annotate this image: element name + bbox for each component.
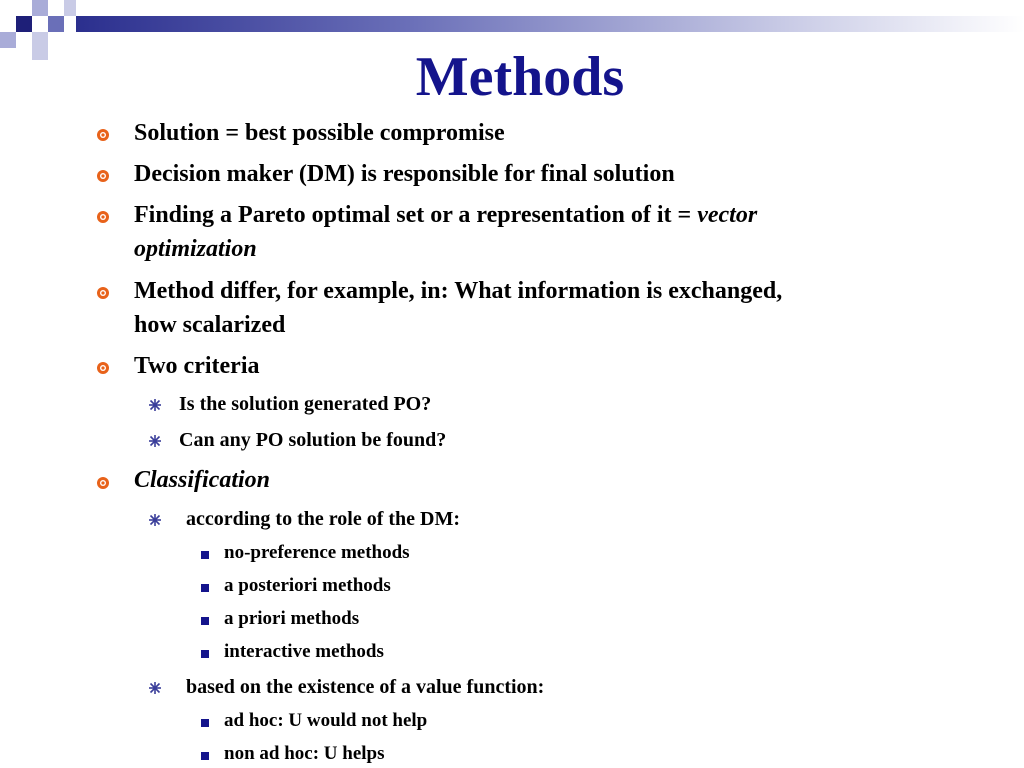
list-item-a-priori: a priori methods: [224, 608, 360, 629]
bullet-solution: Solution = best possible compromise: [134, 120, 505, 146]
square-bullet-icon: [201, 650, 209, 658]
list-item-non-ad-hoc: non ad hoc: U helps: [224, 743, 385, 764]
sub-bullet-role-dm: according to the role of the DM:: [186, 508, 461, 530]
orange-flower-bullet-icon: [96, 476, 110, 490]
sub-bullet-any-po: Can any PO solution be found?: [179, 429, 447, 451]
orange-flower-bullet-icon: [96, 128, 110, 142]
list-item-interactive: interactive methods: [224, 641, 384, 662]
bullet-classification: Classification: [134, 467, 271, 493]
orange-flower-bullet-icon: [96, 210, 110, 224]
slide-title: Methods: [415, 46, 625, 108]
sub-bullet-value-function: based on the existence of a value function:: [186, 676, 545, 698]
bullet-pareto-text: Finding a Pareto optimal set or a representation of it =: [134, 202, 698, 228]
bullet-pareto-line2: optimization: [134, 236, 257, 262]
asterisk-bullet-icon: [148, 398, 162, 412]
square-bullet-icon: [201, 551, 209, 559]
bullet-two-criteria: Two criteria: [134, 353, 260, 379]
bullet-pareto: [134, 202, 757, 229]
asterisk-bullet-icon: [148, 513, 162, 527]
bullet-method-differ: Method differ, for example, in: What information is exchanged,: [134, 278, 783, 304]
asterisk-bullet-icon: [148, 681, 162, 695]
bullet-pareto-italic: vector: [697, 202, 758, 228]
bullet-decision-maker: Decision maker (DM) is responsible for final solution: [134, 161, 675, 187]
bullet-method-differ-line2: how scalarized: [134, 312, 286, 338]
square-bullet-icon: [201, 584, 209, 592]
square-bullet-icon: [201, 719, 209, 727]
orange-flower-bullet-icon: [96, 361, 110, 375]
list-item-no-preference: no-preference methods: [224, 542, 410, 563]
square-bullet-icon: [201, 617, 209, 625]
square-bullet-icon: [201, 752, 209, 760]
orange-flower-bullet-icon: [96, 169, 110, 183]
sub-bullet-solution-po: Is the solution generated PO?: [179, 393, 432, 415]
list-item-a-posteriori: a posteriori methods: [224, 575, 391, 596]
list-item-ad-hoc: ad hoc: U would not help: [224, 710, 428, 731]
orange-flower-bullet-icon: [96, 286, 110, 300]
asterisk-bullet-icon: [148, 434, 162, 448]
